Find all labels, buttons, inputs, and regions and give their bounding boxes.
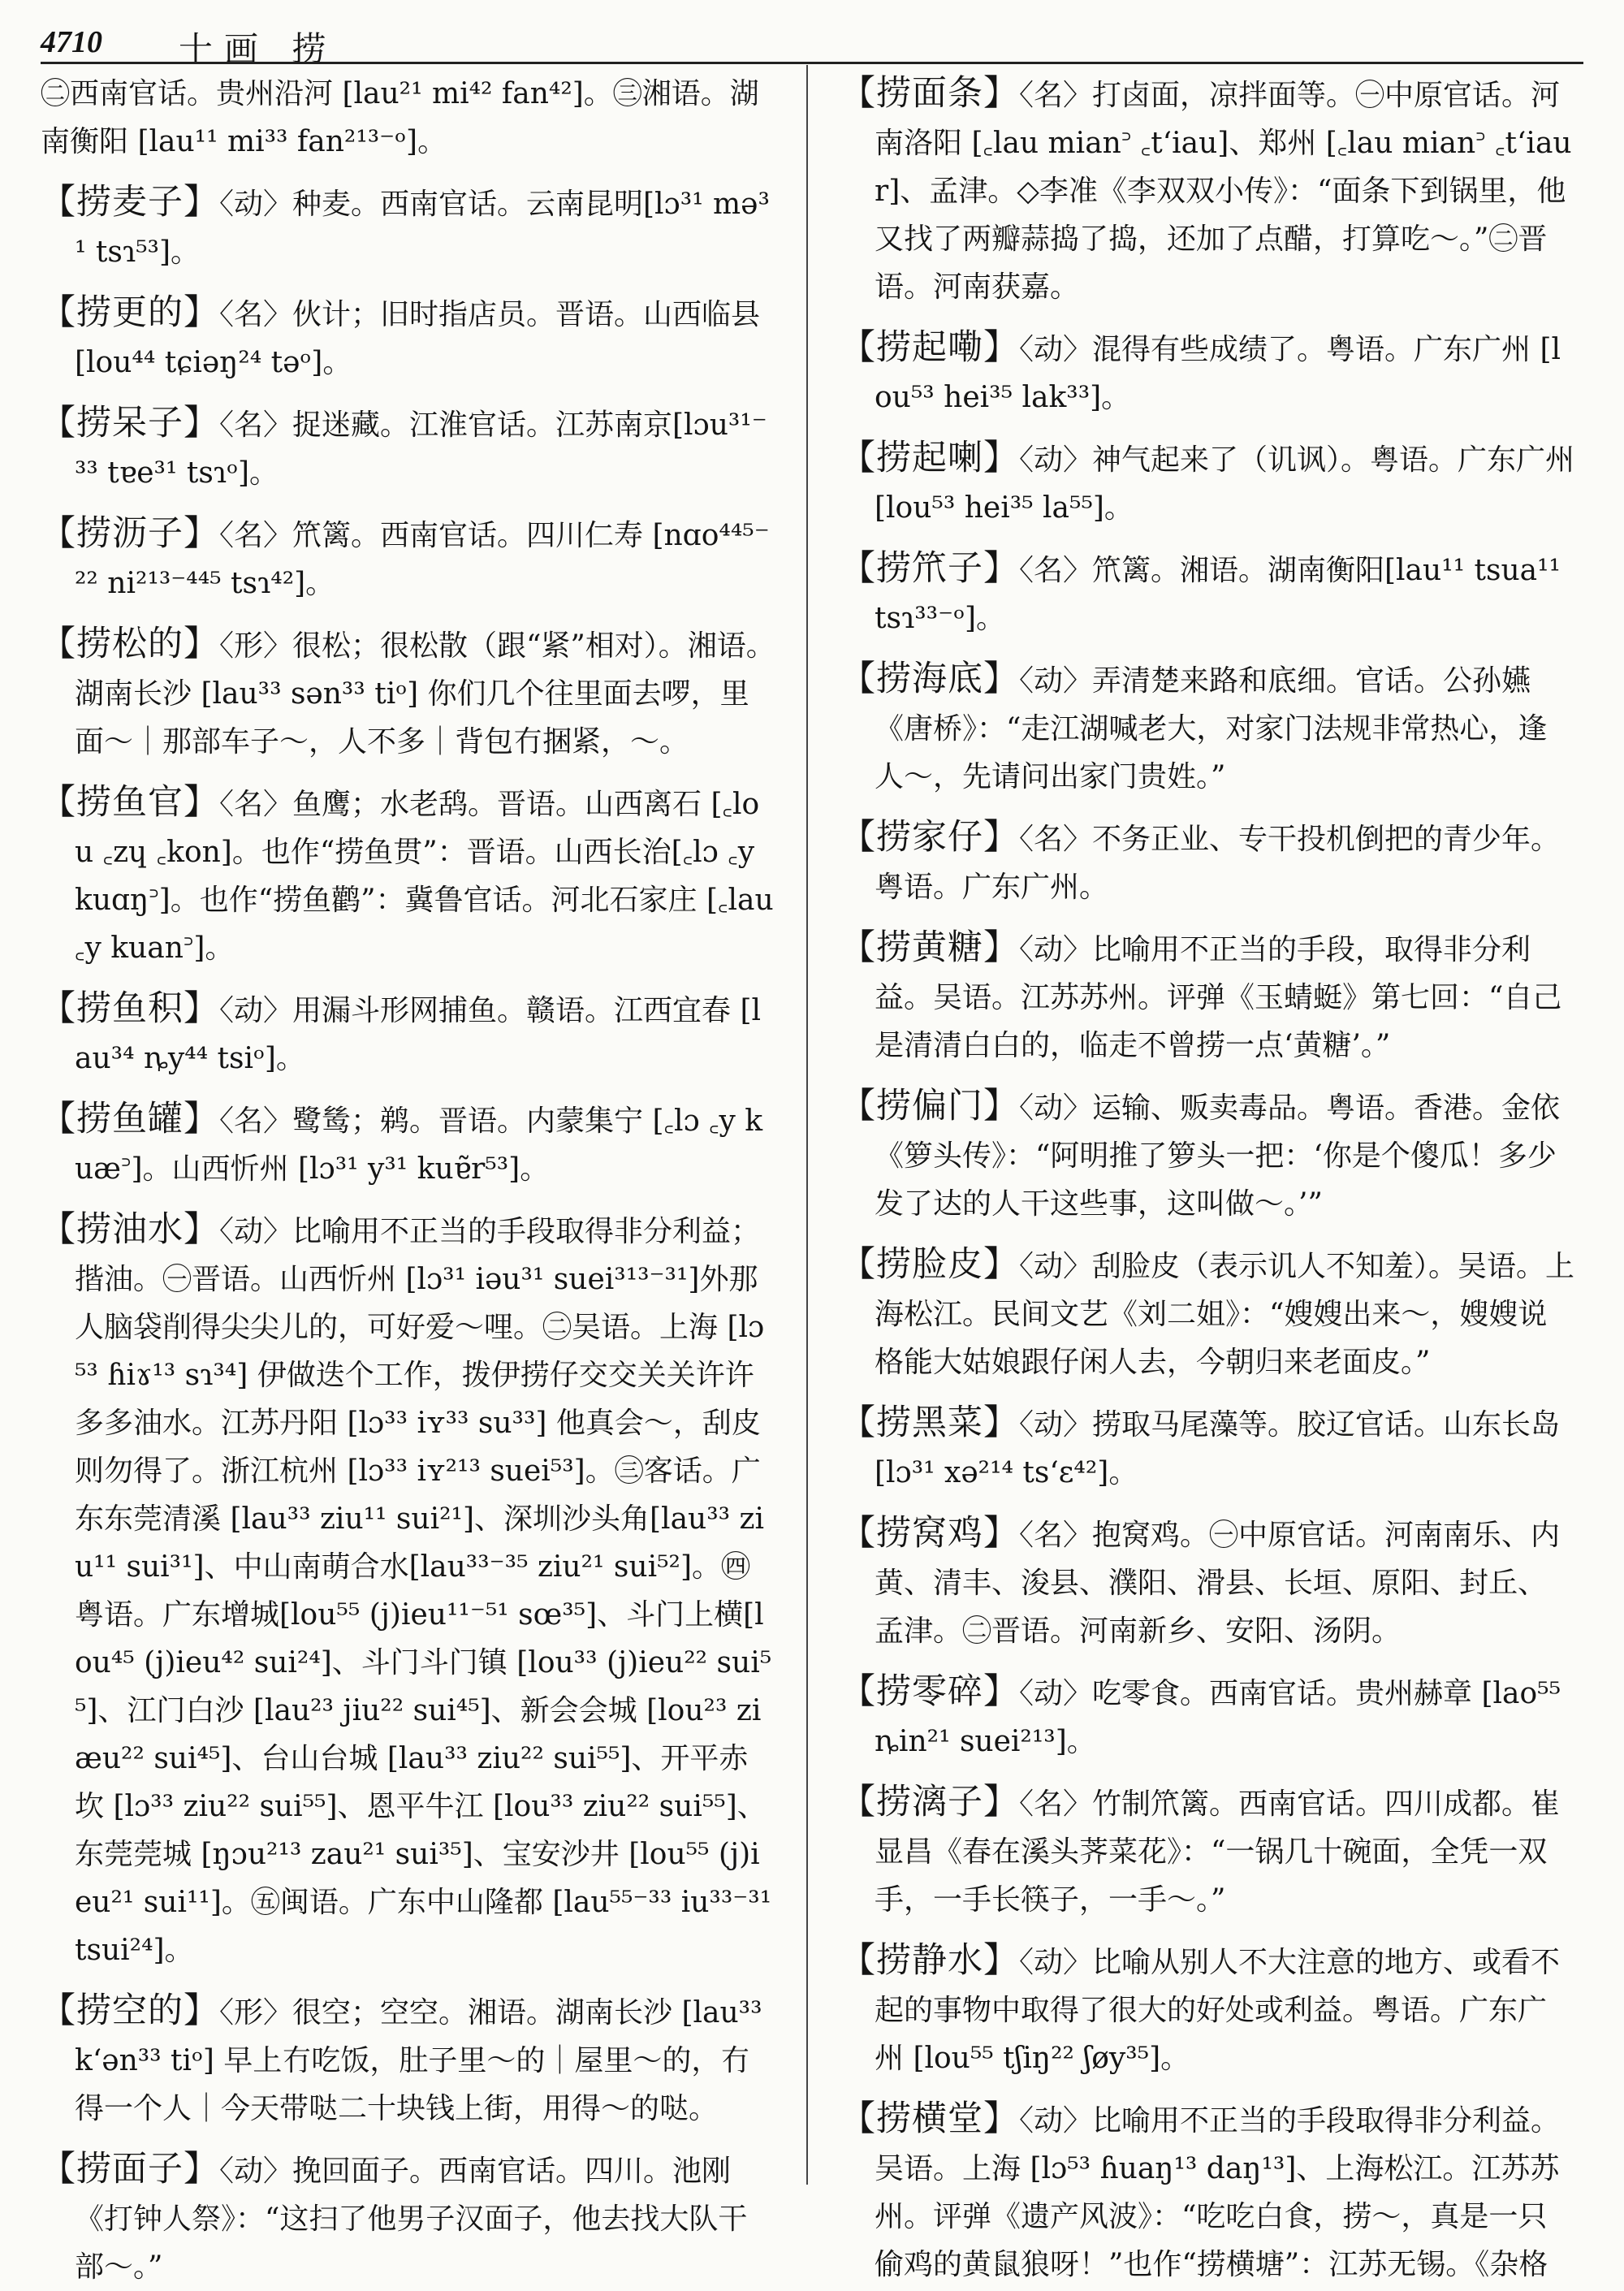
dictionary-entry (840, 1241, 1575, 1386)
entry-headword: 【捞黑菜】 (840, 1403, 1019, 1443)
entry-definition: 〈动〉比喻用不正当的手段取得非分利益；揩油。㊀晋语。山西忻州 [lɔ³¹ iəu³¹ suei³¹³⁻³¹]外那人脑袋削得尖尖儿的，可好爱～哩。㊁吴语。上海 [lɔ⁵³ ɦiɤ¹³ sɿ³⁴] 伊做迭个工作，拨伊捞仔交交关关许许多多油水。江苏丹阳 [lɔ³³ iʏ³³ su³³] 他真会～，刮皮则勿得了。浙江杭州 [lɔ³³ iʏ²¹³ suei⁵³]。㊂客话。广东东莞清溪 [lau³³ ziu¹¹ sui²¹]、深圳沙头角[lau³³ ziu¹¹ sui³¹]、中山南萌合水[lau³³⁻³⁵ ziu²¹ sui⁵²]。㊃粤语。广东增城[lou⁵⁵ (j)ieu¹¹⁻⁵¹ sœ³⁵]、斗门上横[lou⁴⁵ (j)ieu⁴² sui²⁴]、斗门斗门镇 [lou³³ (j)ieu²² sui⁵⁵]、江门白沙 [lau²³ jiu²² sui⁴⁵]、新会会城 [lou²³ ziæu²² sui⁴⁵]、台山台城 [lau³³ ziu²² sui⁵⁵]、开平赤坎 [lɔ³³ ziu²² sui⁵⁵]、恩平牛江 [lou³³ ziu²² sui⁵⁵]、东莞莞城 [ŋɔu²¹³ zau²¹ sui³⁵]、宝安沙井 [lou⁵⁵ (j)ieu²¹ sui¹¹]。㊄闽语。广东中山隆都 [lau⁵⁵⁻³³ iu³³⁻³¹ tsui²⁴]。 (75, 1215, 772, 1967)
entry-headword: 【捞起喇】 (840, 438, 1019, 478)
entry-headword: 【捞起嘞】 (840, 327, 1019, 368)
entry-headword: 【捞静水】 (840, 1940, 1019, 1981)
entry-headword: 【捞空的】 (41, 1991, 219, 2031)
entry-headword: 【捞鱼积】 (41, 988, 219, 1029)
dictionary-entry (41, 70, 775, 166)
entry-headword: 【捞漓子】 (840, 1782, 1019, 1822)
entry-definition: 〈名〉抱窝鸡。㊀中原官话。河南南乐、内黄、清丰、浚县、濮阳、滑县、长垣、原阳、封丘、孟津。㊁晋语。河南新乡、安阳、汤阴。 (875, 1519, 1561, 1648)
dictionary-entry (840, 1399, 1575, 1497)
entry-headword: 【捞沥子】 (41, 513, 219, 554)
entry-definition: 〈名〉鹭鸶；鹈。晋语。内蒙集宁 [꜀lɔ ꜀y kuæ꜄]。山西忻州 [lɔ³¹ y³¹ kuɐ̃r⁵³]。 (75, 1104, 763, 1186)
page-number: 4710 (41, 25, 102, 59)
entry-definition: 〈动〉捞取马尾藻等。胶辽官话。山东长岛 [lɔ³¹ xə²¹⁴ tsʻɛ⁴²]。 (875, 1408, 1561, 1489)
entry-definition: 〈形〉很松；很松散（跟“紧”相对）。湘语。湖南长沙 [lau³³ sən³³ tiᵒ] 你们几个往里面去啰，里面～｜那部车子～，人不多｜背包冇捆紧，～。 (75, 629, 775, 759)
entry-definition: 〈名〉伙计；旧时指店员。晋语。山西临县 [lou⁴⁴ tɕiəŋ²⁴ təᵒ]。 (75, 298, 761, 379)
dictionary-entry (41, 1206, 775, 1974)
entry-definition: 〈名〉竹制笊篱。西南官话。四川成都。崔显昌《春在溪头荠菜花》：“一锅几十碗面，全凭一双手，一手长筷子，一手～。” (875, 1787, 1561, 1917)
dictionary-entry (41, 400, 775, 497)
entry-definition: 〈动〉弄清楚来路和底细。官话。公孙嬿《唐桥》：“走江湖喊老大，对家门法规非常热心，逢人～，先请问出家门贵姓。” (875, 664, 1548, 793)
section-title: 十画 捞 (179, 29, 338, 69)
entry-headword: 【捞窝鸡】 (840, 1513, 1019, 1554)
right-column (840, 70, 1575, 2281)
entry-headword: 【捞面条】 (840, 73, 1019, 114)
entry-definition: 〈名〉笊篱。西南官话。四川仁寿 [nɑo⁴⁴⁵⁻²² ni²¹³⁻⁴⁴⁵ tsɿ⁴²]。 (75, 519, 770, 600)
dictionary-entry (41, 510, 775, 607)
entry-definition: 〈动〉种麦。西南官话。云南昆明[lɔ³¹ mə³¹ tsɿ⁵³]。 (75, 188, 770, 269)
dictionary-entry (41, 779, 775, 972)
entry-headword: 【捞零碎】 (840, 1671, 1019, 1712)
dictionary-entry (41, 620, 775, 766)
dictionary-entry (41, 1096, 775, 1193)
page-header (41, 19, 1583, 69)
entry-headword: 【捞鱼官】 (41, 782, 219, 823)
dictionary-entry (840, 1937, 1575, 2082)
dictionary-entry (840, 1668, 1575, 1766)
entry-headword: 【捞黄糖】 (840, 927, 1019, 968)
entry-headword: 【捞面子】 (41, 2149, 219, 2189)
dictionary-entry (840, 324, 1575, 421)
entry-headword: 【捞脸皮】 (840, 1244, 1019, 1285)
entry-headword: 【捞油水】 (41, 1209, 219, 1250)
dictionary-entry (41, 289, 775, 387)
entry-definition: 〈动〉吃零食。西南官话。贵州赫章 [lao⁵⁵ ȵin²¹ suei²¹³]。 (875, 1677, 1561, 1758)
dictionary-entry (840, 1510, 1575, 1655)
dictionary-entry (840, 1779, 1575, 1924)
entry-headword: 【捞呆子】 (41, 403, 219, 443)
entry-headword: 【捞鱼罐】 (41, 1099, 219, 1139)
left-column (41, 70, 775, 2284)
dictionary-entry (840, 70, 1575, 311)
entry-definition: 〈动〉混得有些成绩了。粤语。广东广州 [lou⁵³ hei³⁵ lak³³]。 (875, 333, 1561, 414)
entry-definition: 〈动〉运输、贩卖毒品。粤语。香港。金依《箩头传》：“阿明推了箩头一把：‘你是个傻瓜！多少发了达的人干这些事，这叫做～。’” (875, 1091, 1561, 1221)
dictionary-entry (41, 985, 775, 1083)
dictionary-entry (41, 2146, 775, 2291)
entry-definition: 〈动〉比喻用不正当的手段，取得非分利益。吴语。江苏苏州。评弹《玉蜻蜓》第七回：“自己是清清白白的，临走不曾捞一点‘黄糖’。” (875, 933, 1562, 1062)
entry-definition: 〈动〉刮脸皮（表示讥人不知羞）。吴语。上海松江。民间文艺《刘二姐》：“嫂嫂出来～，嫂嫂说格能大姑娘跟仔闲人去，今朝归来老面皮。” (875, 1250, 1575, 1379)
dictionary-entry (840, 1083, 1575, 1228)
entry-definition: 〈名〉打卤面，凉拌面等。㊀中原官话。河南洛阳 [꜀lau mian꜄ ꜀tʻiau]、郑州 [꜀lau mian꜄ ꜀tʻiaur]、孟津。◇李准《李双双小传》：“面条下到锅里，他又找了两瓣蒜捣了捣，还加了点醋，打算吃～。”㊁晋语。河南获嘉。 (875, 79, 1572, 304)
entry-definition: 〈名〉笊篱。湘语。湖南衡阳[lau¹¹ tsua¹¹ tsɿ³³⁻ᵒ]。 (875, 554, 1561, 635)
entry-definition: 〈动〉用漏斗形网捕鱼。赣语。江西宜春 [lau³⁴ ȵy⁴⁴ tsiᵒ]。 (75, 994, 762, 1075)
dictionary-entry (840, 434, 1575, 532)
entry-headword: 【捞更的】 (41, 292, 219, 333)
dictionary-entry (840, 655, 1575, 801)
entry-definition: ㊁西南官话。贵州沿河 [lau²¹ mi⁴² fan⁴²]。㊂湘语。湖南衡阳 [lau¹¹ mi³³ fan²¹³⁻ᵒ]。 (41, 77, 759, 158)
column-divider (806, 65, 808, 2185)
dictionary-entry (840, 924, 1575, 1070)
entry-definition: 〈名〉不务正业、专干投机倒把的青少年。粤语。广东广州。 (875, 823, 1561, 904)
entry-headword: 【捞海底】 (840, 659, 1019, 699)
entry-definition: 〈名〉鱼鹰；水老鸹。晋语。山西离石 [꜀lou ꜀zɥ ꜀kon]。也作“捞鱼贯”：晋语。山西长治[꜀lɔ ꜀y kuɑŋ꜄]。也作“捞鱼鹳”：冀鲁官话。河北石家庄 [꜀lau ꜀y kuan꜄]。 (75, 788, 774, 965)
dictionary-entry (840, 814, 1575, 911)
entry-headword: 【捞松的】 (41, 624, 219, 664)
entry-definition: 〈动〉比喻从别人不大注意的地方、或看不起的事物中取得了很大的好处或利益。粤语。广东广州 [lou⁵⁵ tʃiŋ²² ʃøy³⁵]。 (875, 1946, 1561, 2075)
header-rule (41, 62, 1583, 64)
entry-definition: 〈动〉神气起来了（讥讽）。粤语。广东广州 [lou⁵³ hei³⁵ la⁵⁵]。 (875, 443, 1575, 525)
dictionary-entry (840, 545, 1575, 642)
entry-headword: 【捞笊子】 (840, 548, 1019, 589)
entry-definition: 〈名〉捉迷藏。江淮官话。江苏南京[lɔu³¹⁻³³ tɐe³¹ tsɿᵒ]。 (75, 408, 767, 490)
entry-headword: 【捞横堂】 (840, 2099, 1019, 2139)
entry-definition: 〈动〉比喻用不正当的手段取得非分利益。吴语。上海 [lɔ⁵³ ɦuaŋ¹³ daŋ¹³]、上海松江。江苏苏州。评弹《遗产风波》：“吃吃白食，捞～，真是一只偷鸡的黄鼠狼呀！”也作“捞横塘”：江苏无锡。《杂格 (875, 2104, 1561, 2281)
entry-definition: 〈形〉很空；空空。湘语。湖南长沙 [lau³³ kʻən³³ tiᵒ] 早上冇吃饭，肚子里～的｜屋里～的，冇得一个人｜今天带哒二十块钱上街，用得～的哒。 (75, 1996, 762, 2125)
entry-headword: 【捞家仔】 (840, 817, 1019, 858)
entry-headword: 【捞偏门】 (840, 1086, 1019, 1126)
entry-headword: 【捞麦子】 (41, 182, 219, 223)
dictionary-entry (840, 2095, 1575, 2289)
dictionary-entry (41, 179, 775, 276)
entry-definition: 〈动〉挽回面子。西南官话。四川。池刚《打钟人祭》：“这扫了他男子汉面子，他去找大队干部～。” (75, 2155, 748, 2284)
dictionary-entry (41, 1987, 775, 2133)
